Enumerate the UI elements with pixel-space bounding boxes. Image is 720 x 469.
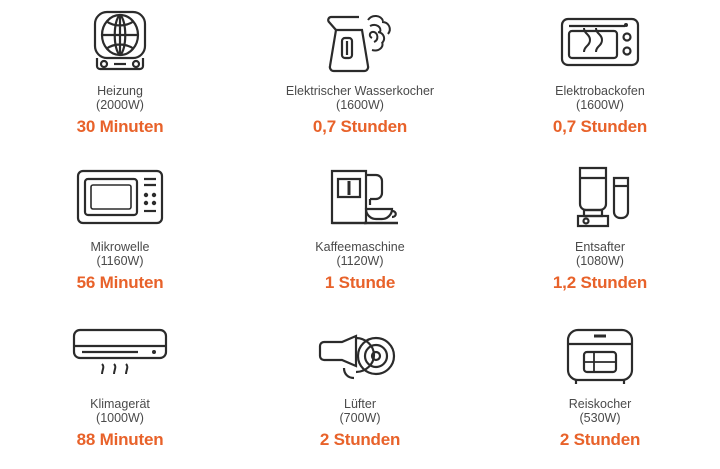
appliance-name: Kaffeemaschine — [315, 240, 405, 255]
appliance-card — [480, 0, 720, 156]
appliance-power: (1600W) — [336, 98, 384, 112]
appliance-duration: 30 Minuten — [76, 117, 164, 136]
appliance-card — [0, 313, 240, 469]
appliance-card — [240, 0, 480, 156]
appliance-duration: 2 Stunden — [559, 429, 641, 449]
appliance-name: Mikrowelle — [90, 240, 150, 255]
appliance-card — [480, 156, 720, 312]
appliance-power: (2000W) — [96, 98, 144, 112]
appliance-name: Klimagerät — [90, 396, 150, 411]
electric-oven-icon — [556, 6, 644, 78]
electric-kettle-icon — [312, 6, 408, 78]
appliance-power: (1600W) — [576, 98, 624, 112]
appliance-name: Heizung — [97, 84, 143, 98]
appliance-power: (700W) — [339, 410, 381, 425]
appliance-power: (530W) — [579, 410, 621, 425]
leaf-blower-icon — [314, 319, 406, 391]
appliance-duration: 56 Minuten — [76, 273, 164, 293]
appliance-power: (1120W) — [336, 254, 384, 269]
appliance-card — [240, 313, 480, 469]
appliance-name: Elektrischer Wasserkocher — [285, 84, 435, 98]
appliance-power: (1160W) — [96, 254, 144, 269]
microwave-icon — [72, 162, 168, 234]
appliance-duration: 2 Stunden — [319, 429, 401, 449]
appliance-power: (1000W) — [96, 410, 144, 425]
appliance-name: Lüfter — [344, 396, 376, 411]
appliance-name: Elektrobackofen — [555, 84, 645, 98]
juicer-icon — [564, 162, 636, 234]
appliance-duration: 1 Stunde — [324, 273, 396, 293]
appliance-name: Reiskocher — [568, 396, 632, 411]
rice-cooker-icon — [560, 319, 640, 391]
appliance-duration: 88 Minuten — [76, 429, 164, 449]
appliance-card — [0, 0, 240, 156]
appliance-card — [240, 156, 480, 312]
appliance-card — [480, 313, 720, 469]
appliance-name: Entsafter — [574, 240, 626, 255]
appliance-duration: 0,7 Stunden — [312, 117, 408, 136]
appliance-power: (1080W) — [576, 254, 624, 269]
appliance-duration: 0,7 Stunden — [552, 117, 648, 136]
appliance-card — [0, 156, 240, 312]
coffee-machine-icon — [312, 162, 408, 234]
fan-heater-icon — [84, 6, 156, 78]
air-conditioner-icon — [68, 319, 172, 391]
appliance-duration: 1,2 Stunden — [552, 273, 648, 293]
